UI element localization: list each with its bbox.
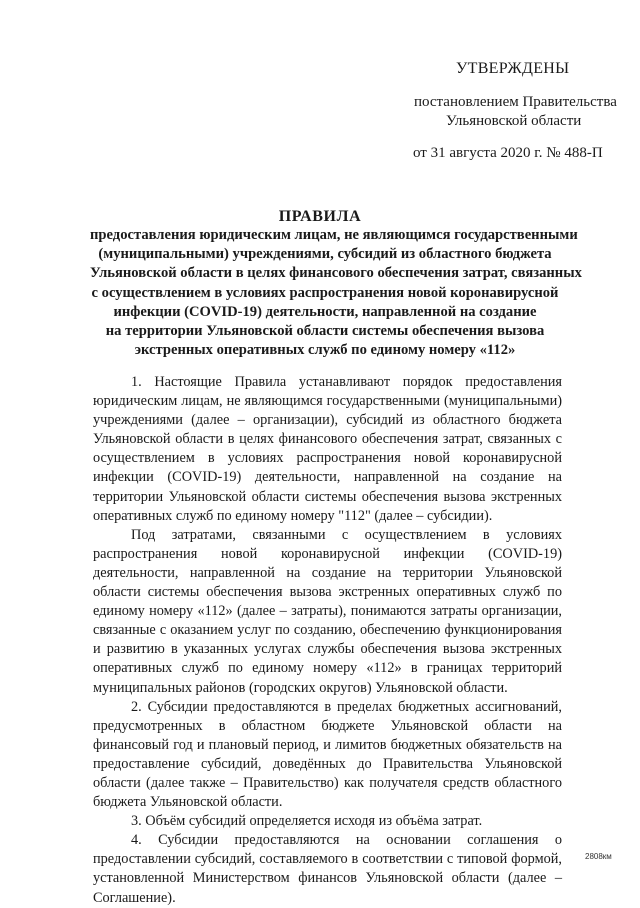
document-title: ПРАВИЛА	[278, 208, 362, 225]
approval-line-1: постановлением Правительства	[414, 94, 617, 110]
subtitle-line: экстренных оперативных служб по единому номеру «112»	[134, 342, 516, 359]
subtitle-line: инфекции (COVID-19) деятельности, направленной на создание	[113, 303, 537, 320]
paragraph-3: 3. Объём субсидий определяется исходя из объёма затрат.	[131, 813, 483, 830]
subtitle-line: с осуществлением в условиях распространения новой коронавирусной	[91, 284, 559, 301]
footer-code: 2808км	[585, 852, 612, 861]
paragraph-1-continued: Под затратами, связанными с осуществлением в условиях распространения новой коронавирусной инфекции (COVID-19) деятельности, направленной на создание на территории Ульяновской области системы обеспечения вызова экстренных оперативных служб по единому номеру «112» (далее – затраты), понимаются затраты организации, связанные с оказанием услуг по созданию, обеспечению функционирования и развитию в указанных услугах службы обеспечения вызова экстренных оперативных служб по единому номеру «112» в границах территорий муниципальных районов (городских округов) Ульяновской области.	[93, 526, 562, 696]
subtitle-line: предоставления юридическим лицам, не являющимся государственными	[90, 227, 578, 243]
document-body	[93, 373, 562, 908]
subtitle-line: на территории Ульяновской области системы обеспечения вызова	[105, 323, 545, 340]
paragraph-1: 1. Настоящие Правила устанавливают порядок предоставления юридическим лицам, не являющимся государственными (муниципальными) учреждениями (далее – организации), субсидий из областного бюджета Ульяновской области в целях финансового обеспечения затрат, связанных с осуществлением в условиях распространения новой коронавирусной инфекции (COVID-19) деятельности, направленной на создание на территории Ульяновской области системы обеспечения вызова экстренных оперативных служб по единому номеру "112" (далее – субсидии).	[93, 374, 562, 524]
document-subtitle	[90, 226, 582, 360]
subtitle-line: (муниципальными) учреждениями, субсидий из областного бюджета	[98, 246, 552, 263]
paragraph-2: 2. Субсидии предоставляются в пределах бюджетных ассигнований, предусмотренных в областном бюджете Ульяновской области на финансовый год и плановый период, и лимитов бюджетных обязательств на предоставление субсидий, доведённых до Правительства Ульяновской области (далее также – Правительство) как получателя средств областного бюджета Ульяновской области.	[93, 698, 562, 811]
approval-line-2: Ульяновской области	[446, 113, 582, 129]
approval-date: от 31 августа 2020 г. № 488-П	[413, 145, 603, 161]
subtitle-line: Ульяновской области в целях финансового обеспечения затрат, связанных	[90, 265, 582, 282]
approval-title: УТВЕРЖДЕНЫ	[456, 60, 570, 77]
paragraph-4: 4. Субсидии предоставляются на основании соглашения о предоставлении субсидий, составляемого в соответствии с типовой формой, установленной Министерством финансов Ульяновской области (далее – Соглашение).	[93, 832, 562, 906]
